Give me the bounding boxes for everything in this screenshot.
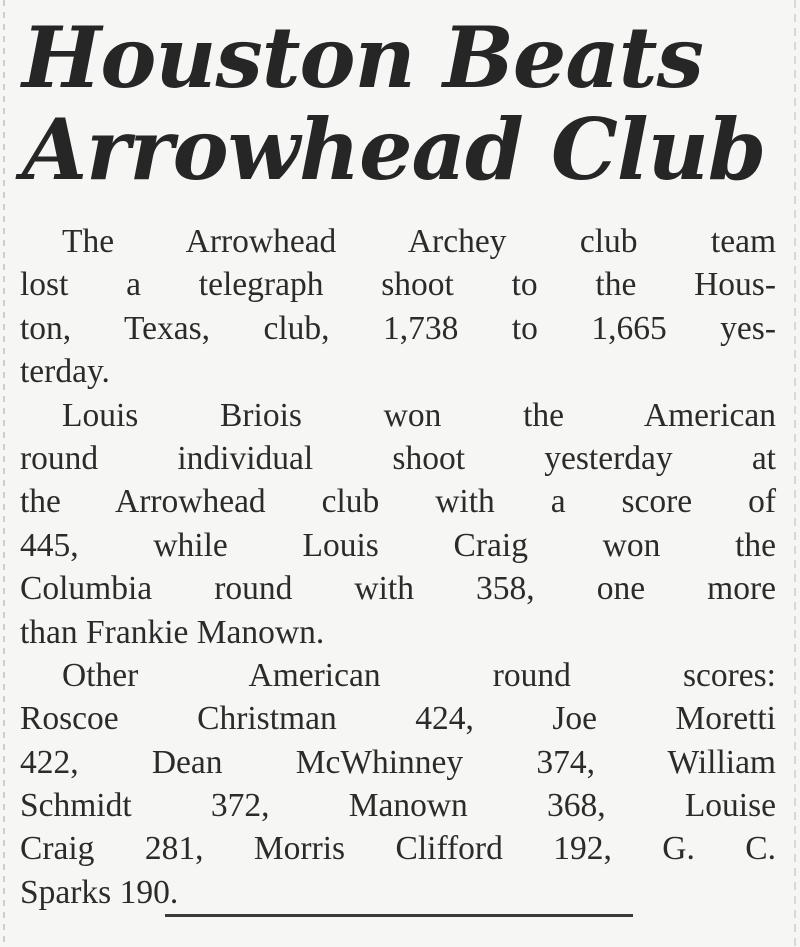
paragraph-2 <box>20 394 776 654</box>
text-line: terday. <box>20 353 110 391</box>
clipping-right-edge <box>794 0 796 947</box>
text-line: Sparks 190. <box>20 873 179 911</box>
text-line: Other American round scores: <box>62 656 776 694</box>
paragraph-3 <box>20 654 776 914</box>
headline-line-2: Arrowhead Club <box>22 100 766 199</box>
headline-line-1: Houston Beats <box>22 8 703 107</box>
text-line: the Arrowhead club with a score of <box>20 483 776 521</box>
article-body <box>20 220 776 914</box>
text-line: ton, Texas, club, 1,738 to 1,665 yes- <box>20 309 776 347</box>
clipping-left-edge <box>3 0 5 947</box>
text-line: The Arrowhead Archey club team <box>62 223 776 260</box>
text-line: than Frankie Manown. <box>20 613 325 651</box>
text-line: Schmidt 372, Manown 368, Louise <box>20 787 776 825</box>
text-line: round individual shoot yesterday at <box>20 439 776 477</box>
text-line: lost a telegraph shoot to the Hous- <box>20 266 776 304</box>
end-rule-divider <box>165 914 633 917</box>
text-line: Columbia round with 358, one more <box>20 570 776 608</box>
headline <box>22 8 782 199</box>
text-line: Roscoe Christman 424, Joe Moretti <box>20 700 776 738</box>
text-line: 445, while Louis Craig won the <box>20 526 776 564</box>
text-line: Craig 281, Morris Clifford 192, G. C. <box>20 830 776 868</box>
text-line: 422, Dean McWhinney 374, William <box>20 743 776 781</box>
paragraph-1 <box>20 220 776 394</box>
text-line: Louis Briois won the American <box>62 396 776 434</box>
